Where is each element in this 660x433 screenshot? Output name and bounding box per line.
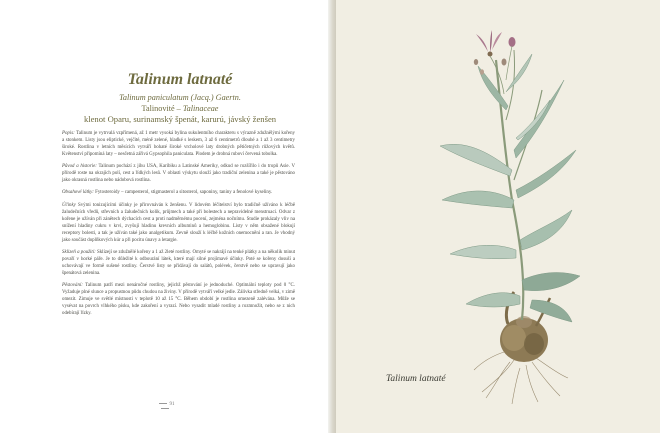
flowers xyxy=(474,30,516,94)
paragraph-lead: Pěstování: xyxy=(62,282,83,288)
paragraph-harvest xyxy=(62,249,295,277)
common-names: klenot Oparu, surinamský špenát, karurú, jávský ženšen xyxy=(83,114,277,124)
paragraph-lead: Popis: xyxy=(62,131,75,136)
paragraph-lead: Původ a historie: xyxy=(62,164,97,170)
illustration-caption: Talinum latnaté xyxy=(386,374,446,384)
paragraph-text: Talinum je vytrvalá vzpřímená, až 1 metr vysoká bylina sukulentního charakteru s výrazně zdužnělými kořeny a stonkem. Listy jsou eliptické, vejčité, méně zelené, hladké s leskem, 3 až 6 centimetrů dlouhé a 1 až 3 centimetry široké. Rostlina v letních měsících vytváří bohaté široké vrcholové laty drobných pětičetných růžových květů. Květenství připomíná laty – nesčetná zářivá Gypsophila paniculata. Plodem je drobná ruboví červená tobolka. xyxy=(62,131,295,157)
book-gutter xyxy=(328,0,336,433)
paragraph-cultivation xyxy=(62,282,295,317)
page-title: Talinum latnaté xyxy=(127,71,233,88)
paragraph-lead: Účinky xyxy=(62,202,76,208)
family-name xyxy=(62,104,298,115)
paragraph-effects xyxy=(62,202,295,244)
species-header xyxy=(62,93,298,125)
paragraph-origin xyxy=(62,163,295,184)
paragraph-lead: Obsahové látky: xyxy=(62,190,94,196)
paragraph-lead: Sklizeň a použití: xyxy=(62,249,96,255)
latin-name: Talinum paniculatum (Jacq.) Gaertn. xyxy=(119,93,241,102)
paragraph-text: Sklízejí se zdužnělé kořeny a 1 až 2leté rostliny. Omyté se nakrájí na tenké plátky a na několik minut povaří v horké páře. Je to důležité k odbourání látek, které mají silné projímavé účinky. Poté se kořeny dosuší a uchovávají ve formě sušené rostliny. Čerstvé listy se přidávají do salátů, polévek, čerstvě nebo se upravují jako špenátová zelenina. xyxy=(62,249,295,276)
paragraph-text: Fytosteroidy – campesterol, stigmasterol a sitosterol, saponiny, taniny a fenolové kyseliny. xyxy=(93,190,273,196)
paragraph-description xyxy=(62,130,295,158)
paragraph-text: Talinum patří mezi nenáročné rostliny, jejichž pěstování je jednoduché. Optimální teploty pod 0 °C. Vyžaduje plné slunce a propustnou půdu chudou na živiny. V přírodě vytváří velké jedle. Zálivka středně velká, v zimě omezit. Zimuje ve světlé místnosti v teplotě 10 až 15 °C. Během období je rostlina omezeně zalévána. Může se vysévat na povrch vlhkého písku, kde zakoření a vyrazí. Nebo vysadit mladé rostliny a rozmnožit, nebo se z nich odebírají řízky. xyxy=(62,282,295,316)
paragraph-text: Talinum pochází z jihu USA, Karibiku a Latinské Ameriky, odkud se rozšířilo i do tropů Asie. V přírodě roste na okrajích polí, cest a řídkých lesů. V oblasti výskytu slouží jako tradiční zelenina a také je pěstováno jako okrasná rostlina nebo nádobová rostlina. xyxy=(62,164,295,184)
family-czech: Talinovité – xyxy=(141,103,183,113)
family-latin: Talinaceae xyxy=(182,103,219,113)
talinum-plant-illustration xyxy=(336,0,660,433)
page-number: 91 xyxy=(150,402,180,412)
paragraph-compounds xyxy=(62,189,295,196)
paragraph-text: Svými tonizujícími účinky je přirovnáván k ženšenu. V lidovém léčitelství bylo tradičně užíváno k léčbě žaludečních vředů, střevních a žaludečních kolik, průjmech a také při bolestech a nepravidelné menstruaci. Odvar z kořene je užíván při zánětech dýchacích cest a proti nadměrnému pocení, zejména nočnímu. Studie prokázaly vliv na snížení hladiny cukru v krvi, zvyšují hladinu krevních albuminů a hemoglobinu. Listy v něm obsažené blokují receptory bolesti, a tak je užíván také jako analgetikum. Zevně slouží k léčbě kožních onemocnění a ran. Je vhodný jako součást doplňkových kúr a při pocitu únavy a letargie. xyxy=(62,202,295,243)
body-text xyxy=(62,130,295,322)
